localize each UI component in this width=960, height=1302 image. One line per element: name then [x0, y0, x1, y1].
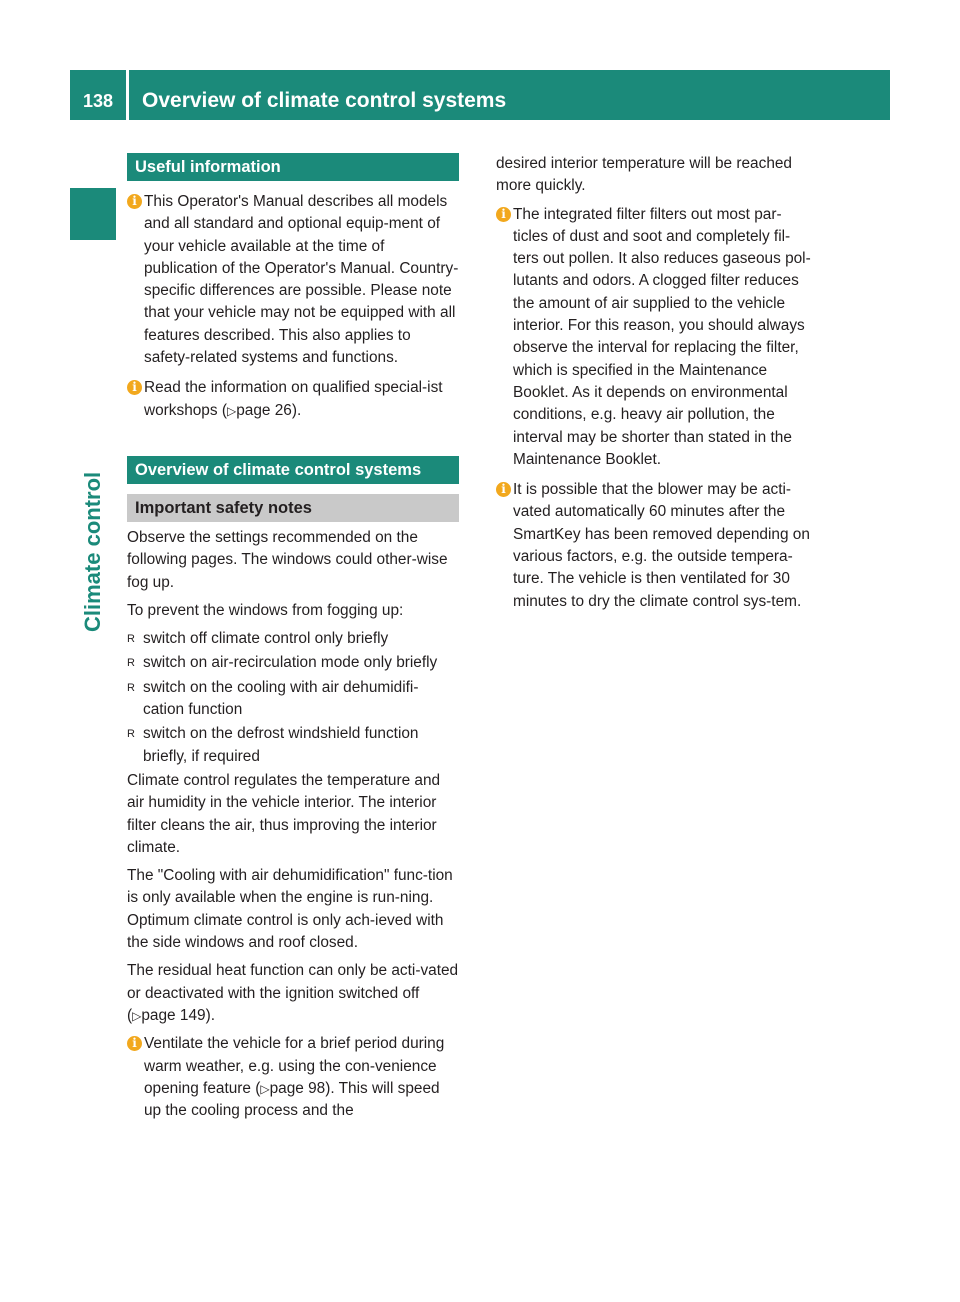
info-icon: i	[496, 207, 511, 222]
bullet-icon: R	[127, 728, 135, 741]
info-icon: i	[127, 1036, 142, 1051]
body-paragraph: Observe the settings recommended on the following pages. The windows could other-wise fog up.	[127, 528, 448, 591]
note-text: The integrated filter filters out most par-ticles of dust and soot and completely fil-ters out pollen. It also reduces gaseous pol-lutants and odors. A clogged filter reduces the amount of air supplied to the vehicle interior. For this reason, you should always observe the interval for replacing the filter, which is specified in the Maintenance Booklet. As it depends on environmental conditions, e.g. heavy air pollution, the interval may be shorter than stated in the Maintenance Booklet.	[513, 205, 811, 468]
note-text: This Operator's Manual describes all models and all standard and optional equip-ment of your vehicle available at the time of publication of the Operator's Manual. Country-specific differences are possible. Please note that your vehicle may not be equipped with all features described. This also applies to safety-related systems and functions.	[144, 193, 459, 367]
body-paragraph: The "Cooling with air dehumidification" func-tion is only available when the engine is run-ning. Optimum climate control is only ach-ieved with the side windows and roof closed.	[127, 867, 453, 952]
page-reference-link[interactable]: page 149	[141, 1006, 206, 1024]
header-divider	[126, 70, 129, 120]
page-title: Overview of climate control systems	[142, 89, 507, 112]
bullet-list	[127, 628, 459, 768]
info-note	[496, 204, 814, 472]
page-ref-arrow-icon: ▷	[226, 403, 237, 418]
info-note	[127, 191, 459, 369]
list-item: R switch on air-recirculation mode only briefly	[127, 652, 459, 674]
info-icon: i	[496, 482, 511, 497]
chapter-tab-marker	[70, 188, 116, 240]
note-text: Read the information on qualified special-ist workshops (	[144, 379, 443, 419]
page-reference-link[interactable]: page 26	[236, 401, 292, 419]
info-icon: i	[127, 380, 142, 395]
note-text: ). This will speed up the cooling process and the	[144, 1079, 440, 1120]
right-column	[496, 153, 814, 621]
page-number: 138	[82, 91, 114, 111]
chapter-side-label-text: Climate control	[80, 471, 105, 632]
info-note	[127, 377, 459, 422]
page-ref-arrow-icon: ▷	[132, 1008, 142, 1023]
list-item: R switch off climate control only briefly	[127, 628, 459, 650]
page-ref-arrow-icon: ▷	[260, 1081, 270, 1096]
body-paragraph: To prevent the windows from fogging up:	[127, 601, 404, 619]
body-paragraph: Climate control regulates the temperature and air humidity in the vehicle interior. The interior filter cleans the air, thus improving the interior climate.	[127, 771, 441, 856]
bullet-icon: R	[127, 633, 135, 646]
note-text: Ventilate the vehicle for a brief period during warm weather, e.g. using the con-venience opening feature (	[144, 1035, 445, 1097]
list-item: R switch on the cooling with air dehumidifi-cation function	[127, 678, 419, 719]
subsection-heading-safety-notes: Important safety notes	[127, 494, 459, 522]
bullet-icon: R	[127, 657, 135, 670]
note-text: ).	[291, 401, 302, 419]
body-paragraph: The residual heat function can only be acti-vated or deactivated with the ignition switched off (▷page 149).	[127, 962, 459, 1024]
left-column	[127, 153, 459, 1130]
note-text: It is possible that the blower may be acti-vated automatically 60 minutes after the SmartKey has been removed depending on various factors, e.g. the outside tempera-ture. The vehicle is then ventilated for 30 minutes to dry the climate control sys-tem.	[513, 481, 810, 610]
body-paragraph: desired interior temperature will be reached more quickly.	[496, 155, 792, 195]
page-reference-link[interactable]: page 98	[269, 1079, 326, 1097]
bullet-icon: R	[127, 681, 135, 694]
info-note	[127, 1033, 459, 1122]
info-note	[496, 479, 814, 613]
section-heading-overview: Overview of climate control systems	[127, 456, 459, 484]
section-heading-useful-information: Useful information	[127, 153, 459, 181]
list-item: R switch on the defrost windshield function briefly, if required	[127, 725, 419, 765]
info-icon: i	[127, 194, 142, 209]
